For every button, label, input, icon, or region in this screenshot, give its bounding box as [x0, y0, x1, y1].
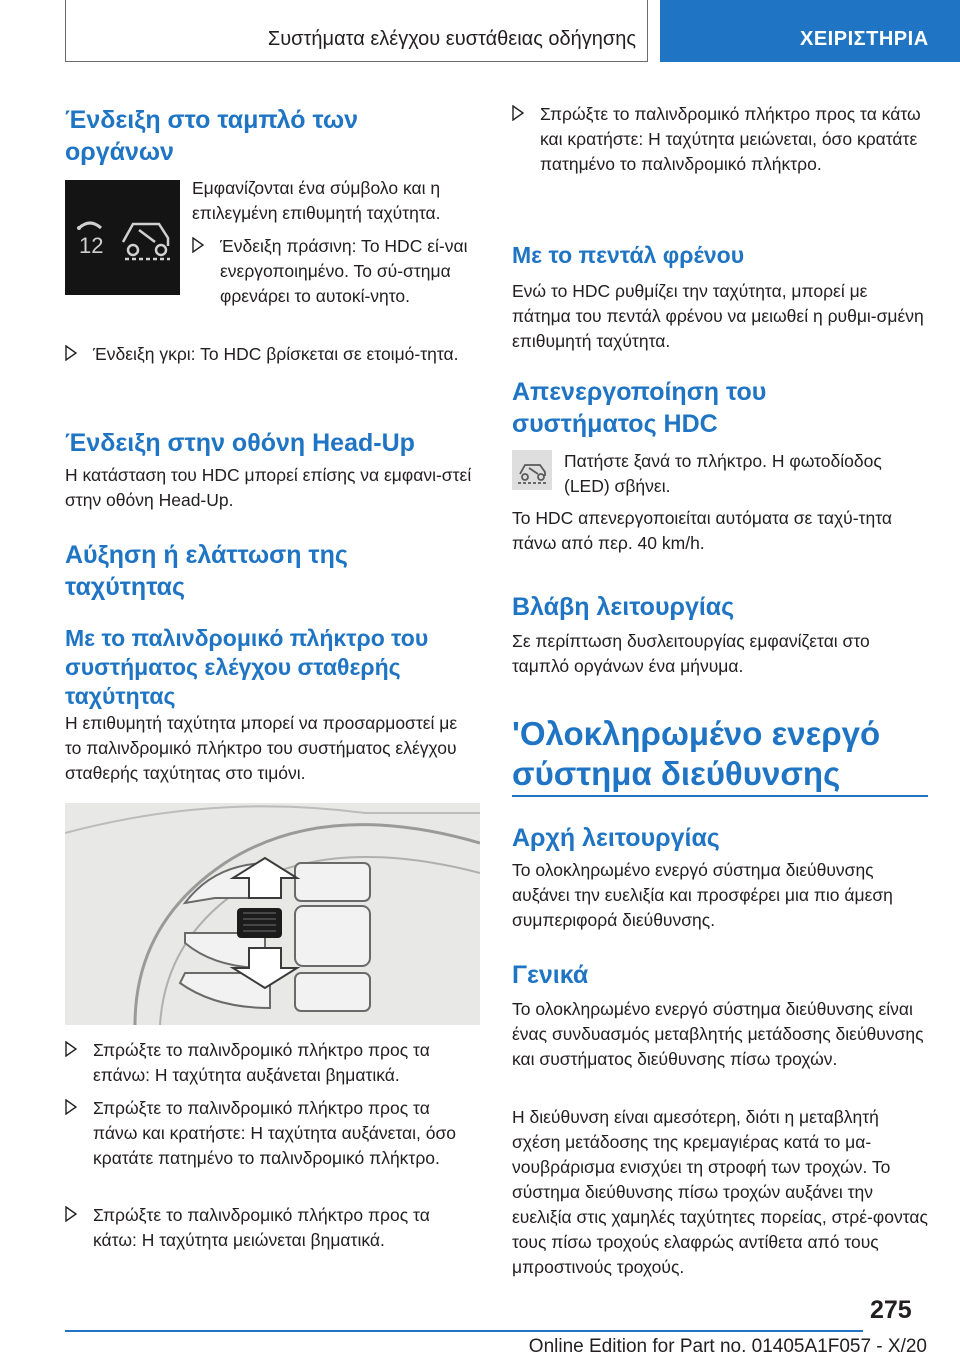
bullet-push-down-step [65, 1203, 477, 1253]
heading-deactivate-hdc: Απενεργοποίηση του συστήματος HDC [512, 378, 767, 438]
cruise-rocker-illustration [65, 803, 480, 1025]
general-text-2: Η διεύθυνση είναι αμεσότερη, διότι η μεταβλητή σχέση μετάδοσης της κρεμαγιέρας κατά το μα-νουβράρισμα ενισχύει τη στροφή των τροχών. Το σύστημα διεύθυνσης πίσω τροχών αυξάνει την ευελιξία στις χαμηλές ταχύτητες πορείας, στρέ-φοντας τους πίσω τροχούς ελαφρώς αντίθετα από τους μπροστινούς τροχούς. [512, 1107, 928, 1277]
triangle-bullet-icon [65, 1206, 77, 1222]
heading-malfunction: Βλάβη λειτουργίας [512, 593, 735, 621]
deactivate-auto-text: Το HDC απενεργοποιείται αυτόματα σε ταχύ-τητα πάνω από περ. 40 km/h. [512, 508, 892, 553]
section-divider [512, 795, 928, 797]
bullet-green-text: Ένδειξη πράσινη: Το HDC εί-ναι ενεργοποιημένο. Το σύ-στημα φρενάρει το αυτοκί-νητο. [220, 236, 468, 306]
header-chapter-tab: ΧΕΙΡΙΣΤΗΡΙΑ [660, 0, 960, 62]
bullet-push-up-hold-text: Σπρώξτε το παλινδρομικό πλήκτρο προς τα πάνω και κρατήστε: Η ταχύτητα αυξάνεται, όσο κρατάτε πατημένο το παλινδρομικό πλήκτρο. [93, 1098, 457, 1168]
bullet-gray-indicator [65, 342, 477, 367]
bullet-push-up-step-text: Σπρώξτε το παλινδρομικό πλήκτρο προς τα επάνω: Η ταχύτητα αυξάνεται βηματικά. [93, 1040, 430, 1085]
heading-integral-active-steering: 'Ολοκληρωμένο ενεργό σύστημα διεύθυνσης [512, 715, 881, 792]
hdc-button-icon [512, 450, 552, 490]
triangle-bullet-icon [512, 105, 524, 121]
bullet-push-down-step-text: Σπρώξτε το παλινδρομικό πλήκτρο προς τα κάτω: Η ταχύτητα μειώνεται βηματικά. [93, 1205, 430, 1250]
dash-intro-text: Εμφανίζονται ένα σύμβολο και η επιλεγμένη επιθυμητή ταχύτητα. [192, 178, 441, 223]
triangle-bullet-icon [65, 345, 77, 361]
triangle-bullet-icon [192, 237, 204, 253]
general-text-1: Το ολοκληρωμένο ενεργό σύστημα διεύθυνσης είναι ένας συνδυασμός μεταβλητής μετάδοσης διεύθυνσης και συστήματος διεύθυνσης πίσω τροχών. [512, 999, 924, 1069]
triangle-bullet-icon [65, 1099, 77, 1115]
malfunction-text: Σε περίπτωση δυσλειτουργίας εμφανίζεται στο ταμπλό οργάνων ένα μήνυμα. [512, 631, 870, 676]
dash-speed-value: 12 [79, 233, 104, 258]
heading-dashboard-display: Ένδειξη στο ταμπλό των οργάνων [65, 106, 358, 166]
page-number: 275 [870, 1296, 912, 1324]
bullet-push-up-step [65, 1038, 477, 1088]
heading-increase-decrease-speed: Αύξηση ή ελάττωση της ταχύτητας [65, 541, 348, 601]
bullet-gray-text: Ένδειξη γκρι: Το HDC βρίσκεται σε ετοιμό-τητα. [93, 344, 459, 364]
hdc-indicator-icon [65, 180, 180, 295]
hdc-button-image [512, 450, 552, 490]
footer-edition-text: Online Edition for Part no. 01405A1F057 - X/20 [528, 1336, 927, 1357]
bullet-push-down-hold-text: Σπρώξτε το παλινδρομικό πλήκτρο προς τα κάτω και κρατήστε: Η ταχύτητα μειώνεται, όσο κρατάτε πατημένο το παλινδρομικό πλήκτρο. [540, 104, 921, 174]
principle-text: Το ολοκληρωμένο ενεργό σύστημα διεύθυνσης αυξάνει την ευελιξία και προσφέρει μια πιο άμεση συμπεριφορά διεύθυνσης. [512, 860, 893, 930]
heading-head-up: Ένδειξη στην οθόνη Head-Up [65, 429, 415, 457]
heading-principle: Αρχή λειτουργίας [512, 824, 720, 852]
heading-rocker-switch: Με το παλινδρομικό πλήκτρο του συστήματος ελέγχου σταθερής ταχύτητας [65, 625, 429, 709]
heading-brake-pedal: Με το πεντάλ φρένου [512, 242, 745, 268]
steering-wheel-rocker-image [65, 803, 480, 1025]
dashboard-hdc-display-image [65, 180, 180, 295]
heading-general: Γενικά [512, 961, 589, 989]
header-section-title: Συστήματα ελέγχου ευστάθειας οδήγησης [267, 28, 636, 50]
triangle-bullet-icon [65, 1041, 77, 1057]
deactivate-button-text: Πατήστε ξανά το πλήκτρο. Η φωτοδίοδος (LED) σβήνει. [564, 451, 882, 496]
bullet-green-indicator [192, 234, 474, 309]
rocker-intro-text: Η επιθυμητή ταχύτητα μπορεί να προσαρμοστεί με το παλινδρομικό πλήκτρο του συστήματος ελέγχου σταθερής ταχύτητας στο τιμόνι. [65, 713, 458, 783]
brake-pedal-text: Ενώ το HDC ρυθμίζει την ταχύτητα, μπορεί με πάτημα του πεντάλ φρένου να μειωθεί η ρυθμι-σμένη επιθυμητή ταχύτητα. [512, 281, 924, 351]
bullet-push-up-hold [65, 1096, 477, 1171]
footer-rule [65, 1330, 863, 1332]
head-up-text: Η κατάσταση του HDC μπορεί επίσης να εμφανι-στεί στην οθόνη Head-Up. [65, 465, 472, 510]
bullet-push-down-hold [512, 102, 928, 177]
